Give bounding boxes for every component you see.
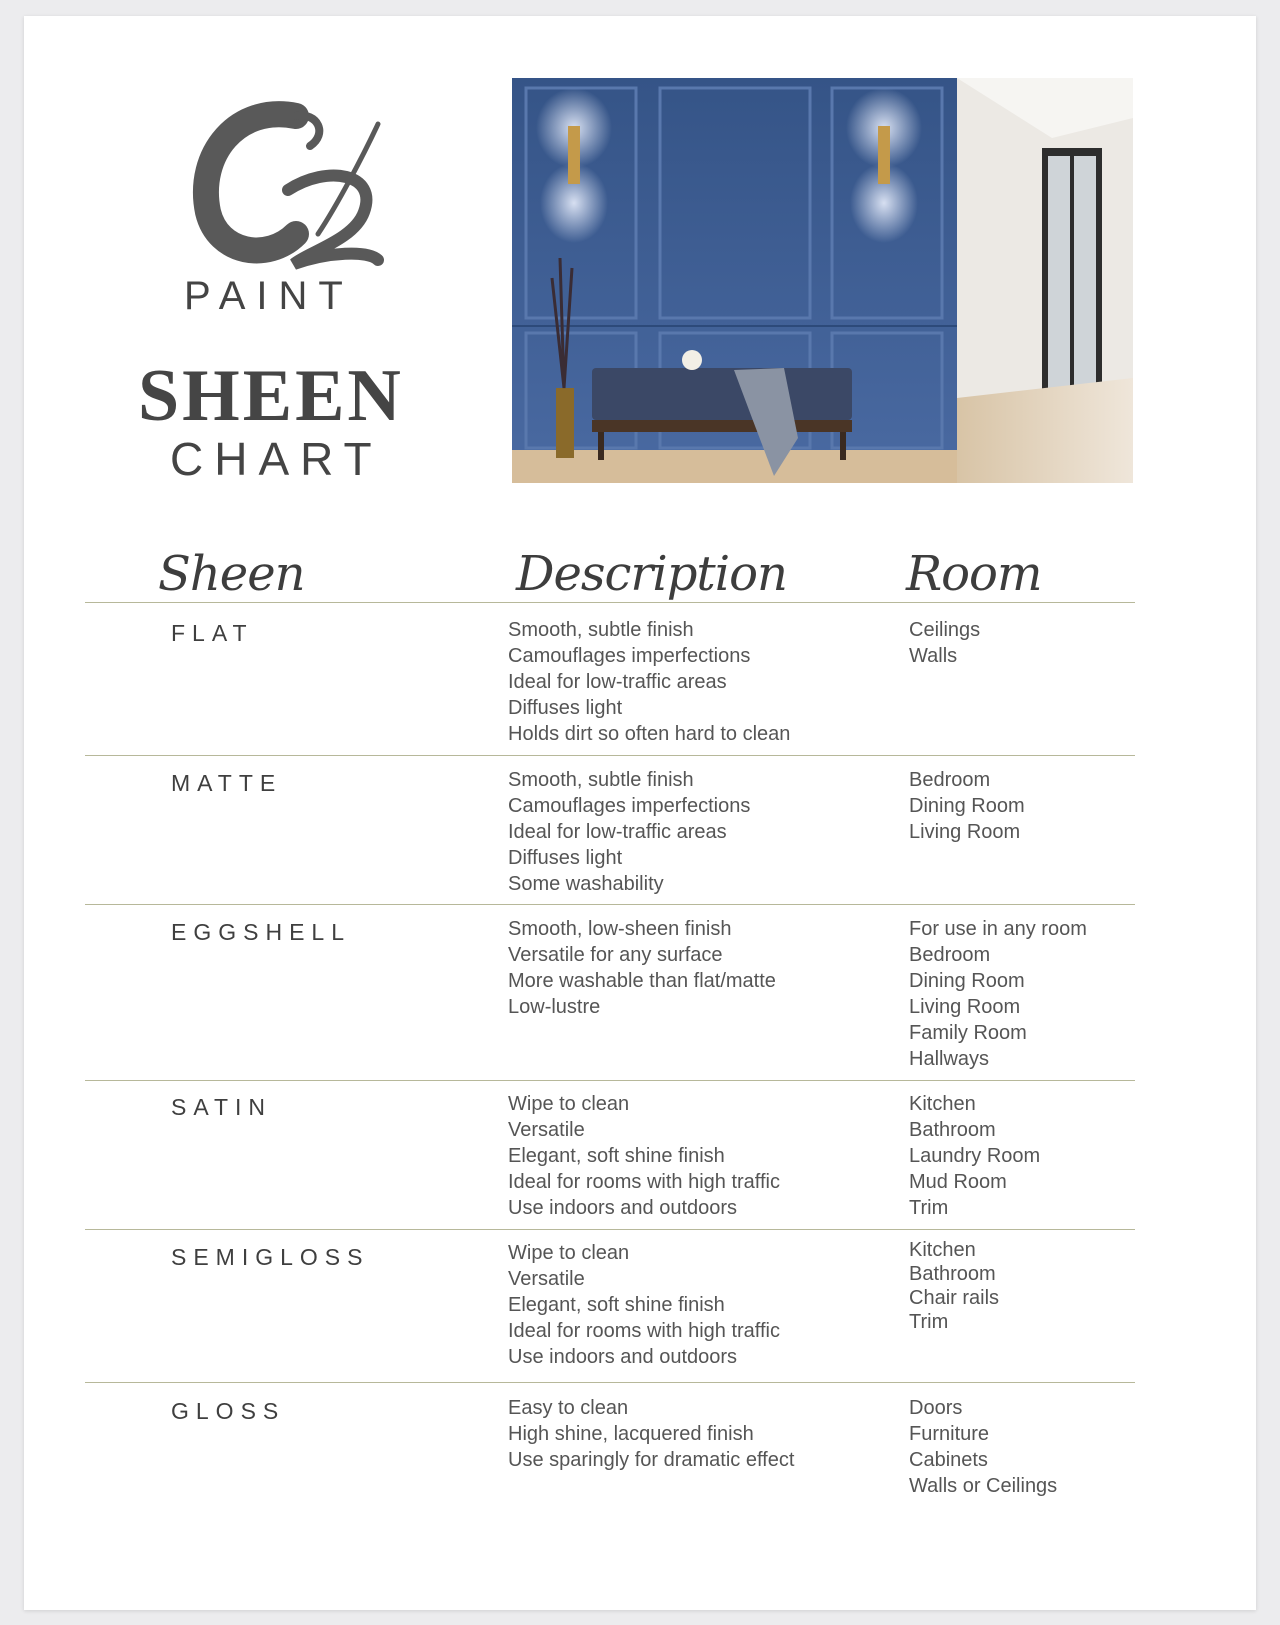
description-list (508, 617, 790, 747)
description-line: Wipe to clean (508, 1242, 630, 1264)
description-line: Elegant, soft shine finish (508, 1145, 725, 1167)
title-sheen: SHEEN (138, 355, 404, 437)
description-line: Wipe to clean (508, 1093, 630, 1115)
description-line: Smooth, subtle finish (508, 619, 694, 641)
description-line: Use indoors and outdoors (508, 1197, 738, 1219)
room-line: Trim (909, 1197, 949, 1219)
description-line: Ideal for rooms with high traffic (508, 1171, 780, 1193)
description-line: Smooth, subtle finish (508, 769, 694, 791)
room-line: Family Room (909, 1022, 1027, 1044)
room-line: Kitchen (909, 1239, 976, 1261)
description-line: Easy to clean (508, 1397, 629, 1419)
description-line: Some washability (508, 873, 664, 895)
room-line: Hallways (909, 1048, 990, 1070)
header-sheen: Sheen (158, 546, 305, 602)
room-line: Mud Room (909, 1171, 1007, 1193)
rule-divider (85, 1229, 1135, 1230)
room-list (909, 767, 1025, 845)
room-line: Dining Room (909, 795, 1025, 817)
description-line: Versatile (508, 1119, 585, 1141)
room-list (909, 1238, 999, 1334)
room-line: Walls or Ceilings (909, 1475, 1058, 1497)
sheen-name: SATIN (171, 1094, 273, 1120)
room-line: Doors (909, 1397, 963, 1419)
room-line: Kitchen (909, 1093, 976, 1115)
description-line: Ideal for low-traffic areas (508, 821, 727, 843)
room-list (909, 1091, 1040, 1221)
header-description: Description (516, 546, 787, 602)
description-line: High shine, lacquered finish (508, 1423, 754, 1445)
description-list (508, 1395, 794, 1473)
sheen-name: EGGSHELL (171, 919, 351, 945)
sheen-name: FLAT (171, 620, 254, 646)
rule-divider (85, 1382, 1135, 1383)
description-list (508, 767, 750, 897)
description-line: Low-lustre (508, 996, 601, 1018)
description-line: Camouflages imperfections (508, 795, 751, 817)
c2-logo-mark (178, 94, 428, 294)
room-line: Chair rails (909, 1287, 1000, 1309)
room-line: Walls (909, 645, 958, 667)
description-line: More washable than flat/matte (508, 970, 776, 992)
description-line: Use sparingly for dramatic effect (508, 1449, 795, 1471)
sheen-name: GLOSS (171, 1398, 286, 1424)
room-line: Trim (909, 1311, 949, 1333)
description-line: Camouflages imperfections (508, 645, 751, 667)
description-list (508, 1091, 780, 1221)
room-line: Dining Room (909, 970, 1025, 992)
rule-divider (85, 755, 1135, 756)
sheen-name: MATTE (171, 770, 283, 796)
room-line: Living Room (909, 821, 1021, 843)
description-line: Smooth, low-sheen finish (508, 918, 732, 940)
description-line: Diffuses light (508, 847, 623, 869)
description-line: Holds dirt so often hard to clean (508, 723, 791, 745)
description-line: Use indoors and outdoors (508, 1346, 738, 1368)
description-line: Ideal for rooms with high traffic (508, 1320, 780, 1342)
room-line: Bedroom (909, 769, 991, 791)
room-line: Laundry Room (909, 1145, 1041, 1167)
room-line: Furniture (909, 1423, 990, 1445)
rule-divider (85, 1080, 1135, 1081)
description-line: Versatile for any surface (508, 944, 723, 966)
room-list (909, 1395, 1057, 1499)
sheen-name: SEMIGLOSS (171, 1244, 370, 1270)
description-list (508, 1240, 780, 1370)
logo-wordmark: PAINT (184, 274, 354, 318)
description-list (508, 916, 776, 1020)
room-photo (512, 78, 1133, 483)
description-line: Ideal for low-traffic areas (508, 671, 727, 693)
room-list (909, 916, 1087, 1072)
room-list (909, 617, 980, 669)
title-chart: CHART (170, 433, 383, 485)
rule-header (85, 602, 1135, 603)
room-line: Bedroom (909, 944, 991, 966)
room-line: Ceilings (909, 619, 981, 641)
description-line: Elegant, soft shine finish (508, 1294, 725, 1316)
description-line: Versatile (508, 1268, 585, 1290)
room-line: For use in any room (909, 918, 1087, 940)
room-line: Living Room (909, 996, 1021, 1018)
room-line: Bathroom (909, 1263, 996, 1285)
rule-divider (85, 904, 1135, 905)
room-line: Bathroom (909, 1119, 996, 1141)
room-line: Cabinets (909, 1449, 988, 1471)
sheen-chart-page (24, 16, 1256, 1610)
header-room: Room (906, 546, 1042, 602)
description-line: Diffuses light (508, 697, 623, 719)
